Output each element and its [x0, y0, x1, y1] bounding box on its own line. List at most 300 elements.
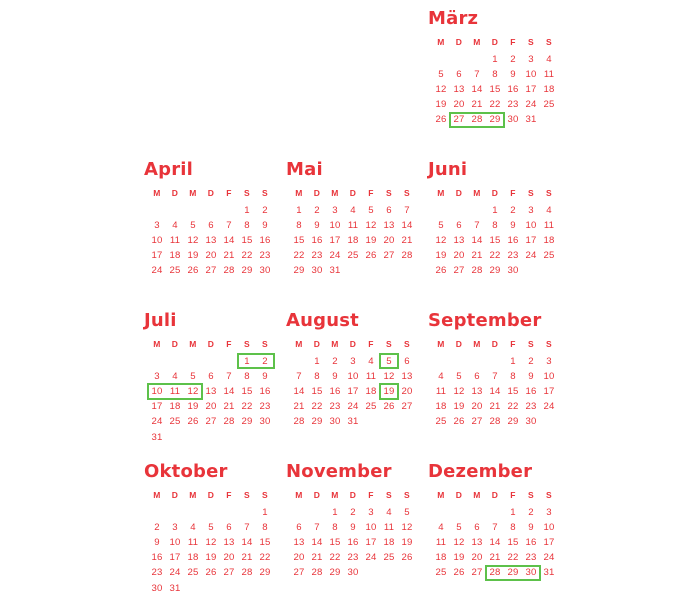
day-7[interactable]: 7 — [492, 370, 498, 382]
day-1[interactable]: 1 — [244, 355, 250, 367]
day-31[interactable]: 31 — [347, 416, 359, 428]
day-8[interactable]: 8 — [332, 521, 338, 533]
day-18[interactable]: 18 — [347, 234, 359, 246]
day-30[interactable]: 30 — [525, 567, 537, 579]
day-27[interactable]: 27 — [453, 265, 465, 277]
day-18[interactable]: 18 — [543, 234, 555, 246]
day-19[interactable]: 19 — [383, 385, 395, 397]
day-20[interactable]: 20 — [471, 401, 483, 413]
day-3[interactable]: 3 — [368, 506, 374, 518]
day-25[interactable]: 25 — [365, 401, 377, 413]
day-16[interactable]: 16 — [347, 536, 359, 548]
day-19[interactable]: 19 — [205, 552, 217, 564]
day-27[interactable]: 27 — [293, 567, 305, 579]
day-6[interactable]: 6 — [386, 204, 392, 216]
day-18[interactable]: 18 — [543, 83, 555, 95]
day-20[interactable]: 20 — [223, 552, 235, 564]
day-9[interactable]: 9 — [332, 370, 338, 382]
day-27[interactable]: 27 — [223, 567, 235, 579]
day-27[interactable]: 27 — [471, 567, 483, 579]
day-29[interactable]: 29 — [293, 265, 305, 277]
day-7[interactable]: 7 — [474, 68, 480, 80]
day-30[interactable]: 30 — [507, 265, 519, 277]
day-11[interactable]: 11 — [365, 370, 377, 382]
day-23[interactable]: 23 — [507, 99, 519, 111]
day-24[interactable]: 24 — [347, 401, 359, 413]
day-30[interactable]: 30 — [259, 265, 271, 277]
day-23[interactable]: 23 — [525, 552, 537, 564]
day-10[interactable]: 10 — [151, 385, 163, 397]
day-16[interactable]: 16 — [151, 552, 163, 564]
day-22[interactable]: 22 — [241, 250, 253, 262]
day-31[interactable]: 31 — [329, 265, 341, 277]
day-4[interactable]: 4 — [438, 370, 444, 382]
day-17[interactable]: 17 — [543, 385, 555, 397]
day-11[interactable]: 11 — [435, 536, 447, 548]
day-12[interactable]: 12 — [453, 536, 465, 548]
day-3[interactable]: 3 — [528, 204, 534, 216]
day-1[interactable]: 1 — [314, 355, 320, 367]
day-3[interactable]: 3 — [546, 355, 552, 367]
day-15[interactable]: 15 — [507, 536, 519, 548]
day-5[interactable]: 5 — [368, 204, 374, 216]
day-18[interactable]: 18 — [365, 385, 377, 397]
day-12[interactable]: 12 — [383, 370, 395, 382]
day-22[interactable]: 22 — [241, 401, 253, 413]
day-5[interactable]: 5 — [404, 506, 410, 518]
day-12[interactable]: 12 — [435, 83, 447, 95]
day-30[interactable]: 30 — [311, 265, 323, 277]
day-25[interactable]: 25 — [435, 416, 447, 428]
day-30[interactable]: 30 — [151, 582, 163, 594]
day-16[interactable]: 16 — [259, 385, 271, 397]
day-5[interactable]: 5 — [190, 370, 196, 382]
day-20[interactable]: 20 — [453, 99, 465, 111]
day-23[interactable]: 23 — [507, 250, 519, 262]
day-28[interactable]: 28 — [471, 114, 483, 126]
day-28[interactable]: 28 — [223, 416, 235, 428]
day-10[interactable]: 10 — [525, 68, 537, 80]
day-26[interactable]: 26 — [187, 265, 199, 277]
day-9[interactable]: 9 — [262, 370, 268, 382]
day-24[interactable]: 24 — [329, 250, 341, 262]
day-17[interactable]: 17 — [347, 385, 359, 397]
day-20[interactable]: 20 — [471, 552, 483, 564]
day-9[interactable]: 9 — [154, 536, 160, 548]
day-9[interactable]: 9 — [350, 521, 356, 533]
day-9[interactable]: 9 — [528, 521, 534, 533]
day-31[interactable]: 31 — [543, 567, 555, 579]
day-17[interactable]: 17 — [151, 401, 163, 413]
day-21[interactable]: 21 — [293, 401, 305, 413]
day-9[interactable]: 9 — [528, 370, 534, 382]
day-26[interactable]: 26 — [383, 401, 395, 413]
day-14[interactable]: 14 — [471, 83, 483, 95]
day-2[interactable]: 2 — [510, 204, 516, 216]
day-6[interactable]: 6 — [456, 219, 462, 231]
day-24[interactable]: 24 — [525, 250, 537, 262]
day-3[interactable]: 3 — [546, 506, 552, 518]
day-23[interactable]: 23 — [259, 401, 271, 413]
day-16[interactable]: 16 — [525, 536, 537, 548]
day-5[interactable]: 5 — [456, 370, 462, 382]
day-26[interactable]: 26 — [365, 250, 377, 262]
day-21[interactable]: 21 — [471, 99, 483, 111]
day-18[interactable]: 18 — [169, 250, 181, 262]
day-20[interactable]: 20 — [293, 552, 305, 564]
day-28[interactable]: 28 — [293, 416, 305, 428]
day-7[interactable]: 7 — [244, 521, 250, 533]
day-3[interactable]: 3 — [332, 204, 338, 216]
day-28[interactable]: 28 — [223, 265, 235, 277]
day-9[interactable]: 9 — [262, 219, 268, 231]
day-12[interactable]: 12 — [435, 234, 447, 246]
day-4[interactable]: 4 — [546, 204, 552, 216]
day-2[interactable]: 2 — [528, 506, 534, 518]
day-3[interactable]: 3 — [154, 219, 160, 231]
day-5[interactable]: 5 — [386, 355, 392, 367]
day-6[interactable]: 6 — [404, 355, 410, 367]
day-13[interactable]: 13 — [453, 234, 465, 246]
day-26[interactable]: 26 — [453, 567, 465, 579]
day-8[interactable]: 8 — [492, 68, 498, 80]
day-5[interactable]: 5 — [438, 219, 444, 231]
day-18[interactable]: 18 — [383, 536, 395, 548]
day-14[interactable]: 14 — [401, 219, 413, 231]
day-25[interactable]: 25 — [543, 250, 555, 262]
day-16[interactable]: 16 — [525, 385, 537, 397]
day-7[interactable]: 7 — [474, 219, 480, 231]
day-13[interactable]: 13 — [205, 385, 217, 397]
day-23[interactable]: 23 — [525, 401, 537, 413]
day-8[interactable]: 8 — [244, 370, 250, 382]
day-8[interactable]: 8 — [314, 370, 320, 382]
day-11[interactable]: 11 — [169, 234, 181, 246]
day-2[interactable]: 2 — [262, 355, 268, 367]
day-7[interactable]: 7 — [226, 370, 232, 382]
day-7[interactable]: 7 — [226, 219, 232, 231]
day-31[interactable]: 31 — [151, 431, 163, 443]
day-6[interactable]: 6 — [208, 219, 214, 231]
day-5[interactable]: 5 — [456, 521, 462, 533]
day-4[interactable]: 4 — [546, 53, 552, 65]
day-25[interactable]: 25 — [169, 265, 181, 277]
day-20[interactable]: 20 — [383, 234, 395, 246]
day-3[interactable]: 3 — [528, 53, 534, 65]
day-6[interactable]: 6 — [456, 68, 462, 80]
day-13[interactable]: 13 — [383, 219, 395, 231]
day-19[interactable]: 19 — [453, 401, 465, 413]
day-24[interactable]: 24 — [525, 99, 537, 111]
day-8[interactable]: 8 — [510, 370, 516, 382]
day-29[interactable]: 29 — [507, 416, 519, 428]
day-14[interactable]: 14 — [241, 536, 253, 548]
day-9[interactable]: 9 — [510, 68, 516, 80]
day-15[interactable]: 15 — [507, 385, 519, 397]
day-28[interactable]: 28 — [471, 265, 483, 277]
day-18[interactable]: 18 — [435, 552, 447, 564]
day-10[interactable]: 10 — [347, 370, 359, 382]
day-28[interactable]: 28 — [241, 567, 253, 579]
day-29[interactable]: 29 — [241, 265, 253, 277]
day-19[interactable]: 19 — [187, 250, 199, 262]
day-6[interactable]: 6 — [474, 370, 480, 382]
day-26[interactable]: 26 — [401, 552, 413, 564]
day-25[interactable]: 25 — [543, 99, 555, 111]
day-13[interactable]: 13 — [453, 83, 465, 95]
day-16[interactable]: 16 — [507, 83, 519, 95]
day-2[interactable]: 2 — [350, 506, 356, 518]
day-23[interactable]: 23 — [151, 567, 163, 579]
day-29[interactable]: 29 — [489, 114, 501, 126]
day-4[interactable]: 4 — [190, 521, 196, 533]
day-10[interactable]: 10 — [365, 521, 377, 533]
day-2[interactable]: 2 — [332, 355, 338, 367]
day-8[interactable]: 8 — [510, 521, 516, 533]
day-31[interactable]: 31 — [525, 114, 537, 126]
day-19[interactable]: 19 — [435, 99, 447, 111]
day-13[interactable]: 13 — [401, 370, 413, 382]
day-30[interactable]: 30 — [329, 416, 341, 428]
day-5[interactable]: 5 — [208, 521, 214, 533]
day-29[interactable]: 29 — [329, 567, 341, 579]
day-15[interactable]: 15 — [241, 234, 253, 246]
day-22[interactable]: 22 — [489, 250, 501, 262]
day-15[interactable]: 15 — [489, 83, 501, 95]
day-19[interactable]: 19 — [453, 552, 465, 564]
day-14[interactable]: 14 — [223, 385, 235, 397]
day-10[interactable]: 10 — [525, 219, 537, 231]
day-17[interactable]: 17 — [543, 536, 555, 548]
day-26[interactable]: 26 — [435, 265, 447, 277]
day-22[interactable]: 22 — [507, 401, 519, 413]
day-27[interactable]: 27 — [205, 416, 217, 428]
day-24[interactable]: 24 — [365, 552, 377, 564]
day-16[interactable]: 16 — [311, 234, 323, 246]
day-14[interactable]: 14 — [293, 385, 305, 397]
day-14[interactable]: 14 — [489, 536, 501, 548]
day-7[interactable]: 7 — [314, 521, 320, 533]
day-2[interactable]: 2 — [510, 53, 516, 65]
day-21[interactable]: 21 — [241, 552, 253, 564]
day-20[interactable]: 20 — [453, 250, 465, 262]
day-13[interactable]: 13 — [471, 385, 483, 397]
day-30[interactable]: 30 — [259, 416, 271, 428]
day-22[interactable]: 22 — [311, 401, 323, 413]
day-10[interactable]: 10 — [169, 536, 181, 548]
day-9[interactable]: 9 — [314, 219, 320, 231]
day-22[interactable]: 22 — [259, 552, 271, 564]
day-8[interactable]: 8 — [492, 219, 498, 231]
day-27[interactable]: 27 — [383, 250, 395, 262]
day-11[interactable]: 11 — [543, 68, 555, 80]
day-6[interactable]: 6 — [226, 521, 232, 533]
day-17[interactable]: 17 — [525, 234, 537, 246]
day-16[interactable]: 16 — [329, 385, 341, 397]
day-17[interactable]: 17 — [329, 234, 341, 246]
day-21[interactable]: 21 — [223, 401, 235, 413]
day-8[interactable]: 8 — [262, 521, 268, 533]
day-28[interactable]: 28 — [489, 416, 501, 428]
day-25[interactable]: 25 — [187, 567, 199, 579]
day-22[interactable]: 22 — [507, 552, 519, 564]
day-27[interactable]: 27 — [453, 114, 465, 126]
day-13[interactable]: 13 — [223, 536, 235, 548]
day-13[interactable]: 13 — [293, 536, 305, 548]
day-27[interactable]: 27 — [205, 265, 217, 277]
day-17[interactable]: 17 — [525, 83, 537, 95]
day-16[interactable]: 16 — [507, 234, 519, 246]
day-24[interactable]: 24 — [543, 401, 555, 413]
day-18[interactable]: 18 — [435, 401, 447, 413]
day-26[interactable]: 26 — [435, 114, 447, 126]
day-4[interactable]: 4 — [172, 219, 178, 231]
day-15[interactable]: 15 — [241, 385, 253, 397]
day-2[interactable]: 2 — [528, 355, 534, 367]
day-7[interactable]: 7 — [404, 204, 410, 216]
day-30[interactable]: 30 — [507, 114, 519, 126]
day-23[interactable]: 23 — [311, 250, 323, 262]
day-23[interactable]: 23 — [259, 250, 271, 262]
day-28[interactable]: 28 — [311, 567, 323, 579]
day-19[interactable]: 19 — [365, 234, 377, 246]
day-24[interactable]: 24 — [151, 265, 163, 277]
day-12[interactable]: 12 — [187, 385, 199, 397]
day-24[interactable]: 24 — [151, 416, 163, 428]
day-29[interactable]: 29 — [507, 567, 519, 579]
day-3[interactable]: 3 — [172, 521, 178, 533]
day-20[interactable]: 20 — [205, 401, 217, 413]
day-28[interactable]: 28 — [401, 250, 413, 262]
day-1[interactable]: 1 — [510, 355, 516, 367]
day-27[interactable]: 27 — [401, 401, 413, 413]
day-15[interactable]: 15 — [259, 536, 271, 548]
day-29[interactable]: 29 — [489, 265, 501, 277]
day-14[interactable]: 14 — [223, 234, 235, 246]
day-17[interactable]: 17 — [151, 250, 163, 262]
day-24[interactable]: 24 — [543, 552, 555, 564]
day-4[interactable]: 4 — [368, 355, 374, 367]
day-20[interactable]: 20 — [401, 385, 413, 397]
day-23[interactable]: 23 — [347, 552, 359, 564]
day-27[interactable]: 27 — [471, 416, 483, 428]
day-5[interactable]: 5 — [438, 68, 444, 80]
day-1[interactable]: 1 — [332, 506, 338, 518]
day-25[interactable]: 25 — [383, 552, 395, 564]
day-10[interactable]: 10 — [151, 234, 163, 246]
day-22[interactable]: 22 — [293, 250, 305, 262]
day-31[interactable]: 31 — [169, 582, 181, 594]
day-2[interactable]: 2 — [262, 204, 268, 216]
day-21[interactable]: 21 — [489, 401, 501, 413]
day-15[interactable]: 15 — [329, 536, 341, 548]
day-29[interactable]: 29 — [241, 416, 253, 428]
day-12[interactable]: 12 — [401, 521, 413, 533]
day-25[interactable]: 25 — [347, 250, 359, 262]
day-21[interactable]: 21 — [223, 250, 235, 262]
day-1[interactable]: 1 — [262, 506, 268, 518]
day-9[interactable]: 9 — [510, 219, 516, 231]
day-14[interactable]: 14 — [311, 536, 323, 548]
day-29[interactable]: 29 — [311, 416, 323, 428]
day-24[interactable]: 24 — [169, 567, 181, 579]
day-11[interactable]: 11 — [435, 385, 447, 397]
day-11[interactable]: 11 — [187, 536, 199, 548]
day-20[interactable]: 20 — [205, 250, 217, 262]
day-13[interactable]: 13 — [471, 536, 483, 548]
day-21[interactable]: 21 — [489, 552, 501, 564]
day-15[interactable]: 15 — [489, 234, 501, 246]
day-12[interactable]: 12 — [187, 234, 199, 246]
day-26[interactable]: 26 — [453, 416, 465, 428]
day-4[interactable]: 4 — [350, 204, 356, 216]
day-21[interactable]: 21 — [401, 234, 413, 246]
day-18[interactable]: 18 — [169, 401, 181, 413]
day-22[interactable]: 22 — [489, 99, 501, 111]
day-25[interactable]: 25 — [169, 416, 181, 428]
day-30[interactable]: 30 — [525, 416, 537, 428]
day-1[interactable]: 1 — [510, 506, 516, 518]
day-7[interactable]: 7 — [296, 370, 302, 382]
day-19[interactable]: 19 — [187, 401, 199, 413]
day-11[interactable]: 11 — [383, 521, 395, 533]
day-19[interactable]: 19 — [435, 250, 447, 262]
day-1[interactable]: 1 — [244, 204, 250, 216]
day-2[interactable]: 2 — [314, 204, 320, 216]
day-23[interactable]: 23 — [329, 401, 341, 413]
day-12[interactable]: 12 — [205, 536, 217, 548]
day-3[interactable]: 3 — [350, 355, 356, 367]
day-26[interactable]: 26 — [205, 567, 217, 579]
day-10[interactable]: 10 — [329, 219, 341, 231]
day-11[interactable]: 11 — [169, 385, 181, 397]
day-16[interactable]: 16 — [259, 234, 271, 246]
day-19[interactable]: 19 — [401, 536, 413, 548]
day-4[interactable]: 4 — [386, 506, 392, 518]
day-28[interactable]: 28 — [489, 567, 501, 579]
day-12[interactable]: 12 — [453, 385, 465, 397]
day-2[interactable]: 2 — [154, 521, 160, 533]
day-8[interactable]: 8 — [296, 219, 302, 231]
day-17[interactable]: 17 — [169, 552, 181, 564]
day-8[interactable]: 8 — [244, 219, 250, 231]
day-4[interactable]: 4 — [438, 521, 444, 533]
day-3[interactable]: 3 — [154, 370, 160, 382]
day-1[interactable]: 1 — [492, 204, 498, 216]
day-22[interactable]: 22 — [329, 552, 341, 564]
day-6[interactable]: 6 — [474, 521, 480, 533]
day-29[interactable]: 29 — [259, 567, 271, 579]
day-11[interactable]: 11 — [543, 219, 555, 231]
day-1[interactable]: 1 — [492, 53, 498, 65]
day-14[interactable]: 14 — [489, 385, 501, 397]
day-30[interactable]: 30 — [347, 567, 359, 579]
day-1[interactable]: 1 — [296, 204, 302, 216]
day-5[interactable]: 5 — [190, 219, 196, 231]
day-21[interactable]: 21 — [471, 250, 483, 262]
day-13[interactable]: 13 — [205, 234, 217, 246]
day-4[interactable]: 4 — [172, 370, 178, 382]
day-14[interactable]: 14 — [471, 234, 483, 246]
day-15[interactable]: 15 — [311, 385, 323, 397]
day-11[interactable]: 11 — [347, 219, 359, 231]
day-12[interactable]: 12 — [365, 219, 377, 231]
day-7[interactable]: 7 — [492, 521, 498, 533]
day-10[interactable]: 10 — [543, 370, 555, 382]
day-6[interactable]: 6 — [296, 521, 302, 533]
day-17[interactable]: 17 — [365, 536, 377, 548]
day-26[interactable]: 26 — [187, 416, 199, 428]
